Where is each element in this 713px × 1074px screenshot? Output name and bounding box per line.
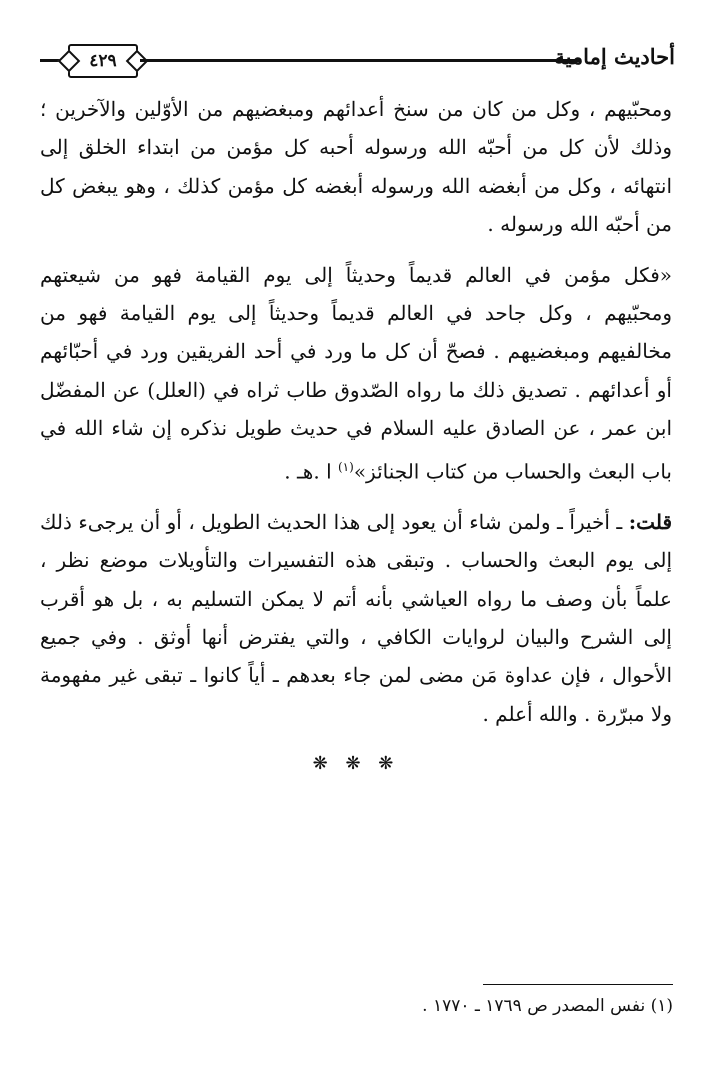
footnote-ref: (١): [337, 459, 354, 474]
main-text: [40, 90, 672, 784]
running-title: أحاديث إمامية: [554, 44, 675, 69]
footnote: (١) نفس المصدر ص ١٧٦٩ ـ ١٧٧٠ .: [422, 996, 673, 1016]
paragraph-3-lead: قلت:: [628, 509, 672, 534]
page-number: ٤٢٩: [89, 51, 117, 71]
paragraph-3-text: ـ أخيراً ـ ولمن شاء أن يعود إلى هذا الحديث الطويل ، أو أن يرجىء ذلك إلى يوم البعث والحساب . وتبقى هذه التفسيرات والتأويلات موضع نظر ، علماً بأن وصف ما رواه العياشي بأنه أتم لا يمكن التسليم به ، بل هو أقرب إلى الشرح والبيان لروايات الكافي ، والتي يفترض أنها أوثق . وفي جميع الأحوال ، فإن عداوة مَن مضى لمن جاء بعدهم ـ أياً كانوا ـ تبقى غير مفهومة ولا مبرّرة . والله أعلم .: [40, 509, 672, 726]
quote-end: ا .هـ .: [284, 459, 338, 484]
header-rule-right: [140, 59, 580, 62]
footnote-divider: [483, 984, 673, 985]
paragraph-2: [40, 256, 672, 491]
quote-text: «فكل مؤمن في العالم قديماً وحديثاً إلى يوم القيامة فهو من شيعتهم ومحبّيهم ، وكل جاحد في العالم قديماً وحديثاً إلى يوم القيامة فهو من مخالفيهم ومبغضيهم . فصحّ أن كل ما ورد في أحد الفريقين ورد في أحبّائهم أو أعدائهم . تصديق ذلك ما رواه الصّدوق طاب ثراه في (العلل) عن المفضّل ابن عمر ، عن الصادق عليه السلام في حديث طويل نذكره إن شاء الله في باب البعث والحساب من كتاب الجنائز»: [40, 262, 672, 484]
page-header: [40, 40, 675, 80]
page-number-frame: [68, 44, 138, 78]
paragraph-1: ومحبّيهم ، وكل من كان من سنخ أعدائهم ومبغضيهم من الأوّلين والآخرين ؛ وذلك لأن كل من أحبّه الله ورسوله أحبه كل مؤمن من ابتداء الخلق إلى انتهائه ، وكل من أبغضه الله ورسوله أبغضه كل مؤمن كذلك ، وهو يبغض كل من أحبّه الله ورسوله .: [40, 97, 672, 237]
section-separator: ❋ ❋ ❋: [312, 753, 400, 775]
paragraph-3: [40, 503, 672, 733]
